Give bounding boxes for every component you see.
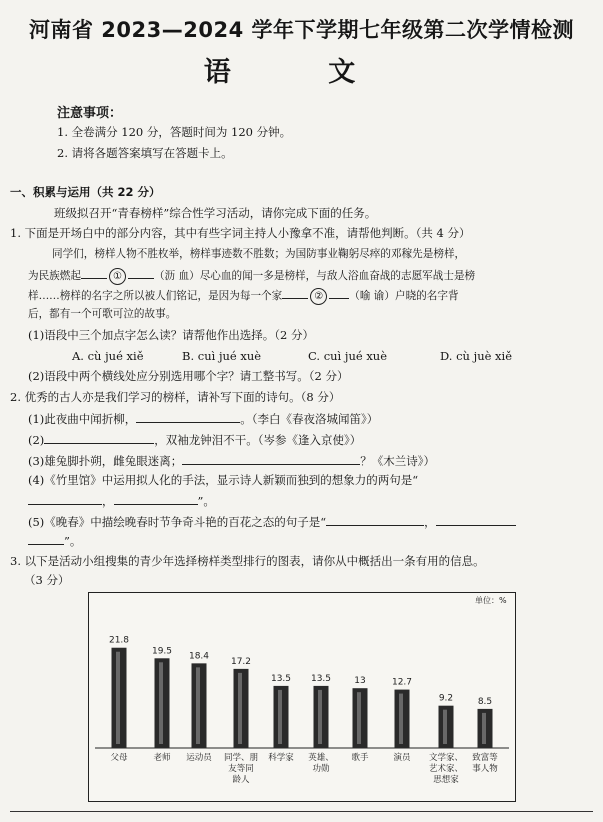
q2-text: ？《木兰诗》） [360, 454, 436, 468]
q2-answer-blank[interactable] [136, 410, 240, 423]
q2-answer-blank[interactable] [114, 492, 198, 505]
q1-passage-text: 为民族燃起 [28, 270, 81, 282]
chart-category-label: 同学、朋 [223, 753, 259, 763]
chart-category-label: 科学家 [268, 753, 294, 763]
q2-line-4: (4)《竹里馆》中运用拟人化的手法，显示诗人新颖而独到的想象力的两句是“ [28, 473, 419, 487]
note-item-1: 1. 全卷满分 120 分，答题时间为 120 分钟。 [57, 125, 292, 139]
chart-category-label: 事人物 [472, 764, 498, 774]
chart-category-label: 文学家、 [428, 753, 464, 763]
q2-text: ， [424, 515, 436, 529]
subject-title: 语 文 [203, 57, 400, 88]
chart-category-label: 友等同 [228, 764, 254, 774]
chart-bar-highlight [238, 673, 242, 744]
q2-text: (3)雄兔脚扑朔，雌兔眼迷离； [28, 454, 183, 468]
q2-answer-blank[interactable] [28, 492, 102, 505]
chart-category-label: 运动员 [186, 753, 212, 763]
ranking-chart [88, 592, 516, 802]
note-item-2: 2. 请将各题答案填写在答题卡上。 [57, 146, 233, 160]
q1-blank-2b[interactable] [329, 286, 349, 299]
q1-passage-text: 样……榜样的名字之所以被人们铭记，是因为每一个家 [28, 290, 283, 302]
q2-text: ”。 [197, 494, 215, 508]
q2-answer-blank[interactable] [28, 532, 64, 545]
chart-bar-highlight [196, 667, 200, 744]
q1-option-d: D. cù juè xiě [440, 349, 513, 363]
chart-category-label: 致富等 [472, 753, 498, 763]
q1-stem: 1. 下面是开场白中的部分内容，其中有些字词主持人小豫拿不准，请帮他判断。（共 4 分） [10, 226, 471, 240]
q1-blank-2[interactable] [282, 286, 308, 299]
chart-category-label: 演员 [393, 753, 411, 763]
chart-value-label: 12.7 [391, 677, 413, 688]
q2-line-2 [28, 431, 361, 448]
q1-sub-2: (2)语段中两个横线处应分别选用哪个字？请工整书写。（2 分） [28, 369, 349, 383]
q2-text: (2) [28, 433, 45, 447]
q2-text: (1)此夜曲中闻折柳， [28, 412, 137, 426]
q2-line-3 [28, 452, 435, 469]
ranking-chart-svg [89, 593, 515, 801]
chart-value-label: 13 [354, 676, 366, 687]
chart-value-label: 13.5 [310, 673, 332, 684]
q2-answer-blank[interactable] [182, 452, 360, 465]
chart-category-label: 老师 [153, 753, 171, 763]
chart-value-label: 18.4 [188, 651, 210, 662]
chart-value-label: 19.5 [151, 646, 173, 657]
chart-bar-highlight [159, 662, 163, 744]
chart-value-label: 17.2 [230, 656, 252, 667]
chart-unit-label: 单位：% [475, 596, 507, 605]
chart-value-label: 9.2 [438, 693, 454, 704]
chart-bar-highlight [278, 690, 282, 744]
chart-category-label: 父母 [110, 753, 128, 763]
chart-bar-highlight [116, 652, 120, 744]
chart-bar-highlight [443, 710, 447, 744]
q2-text: ，双袖龙钟泪不干。（岑参《逢入京使》） [154, 433, 362, 447]
bottom-rule [10, 811, 593, 812]
q2-answer-blank[interactable] [436, 513, 516, 526]
q1-blank-1b[interactable] [128, 266, 154, 279]
q1-passage-text: （喻 谕）户晓的名字背 [349, 290, 459, 302]
q2-line-1 [28, 410, 378, 427]
q2-text: 。（李白《春夜洛城闻笛》） [240, 412, 379, 426]
q2-answer-blank[interactable] [44, 431, 154, 444]
q1-passage-line-4: 后，都有一个可歌可泣的故事。 [28, 308, 177, 320]
q1-passage-line-2 [28, 266, 475, 285]
q1-sub-1: (1)语段中三个加点字怎么读？请帮他作出选择。（2 分） [28, 328, 315, 342]
q1-passage-line-1: 同学们，榜样人物不胜枚举，榜样事迹数不胜数；为国防事业鞠躬尽瘁的邓稼先是榜样， [52, 248, 466, 260]
chart-value-label: 13.5 [270, 673, 292, 684]
chart-category-label: 龄人 [232, 775, 250, 785]
chart-category-label: 歌手 [351, 753, 369, 763]
exam-title: 河南省 2023—2024 学年下学期七年级第二次学情检测 [28, 18, 574, 42]
section-intro: 班级拟召开“青春榜样”综合性学习活动，请你完成下面的任务。 [54, 206, 377, 220]
q1-option-b: B. cuì jué xuè [182, 349, 262, 363]
q2-stem: 2. 优秀的古人亦是我们学习的榜样，请补写下面的诗句。（8 分） [10, 390, 341, 404]
chart-value-label: 21.8 [108, 635, 130, 646]
chart-bar-highlight [399, 694, 403, 744]
q2-answer-blank[interactable] [326, 513, 424, 526]
chart-value-label: 8.5 [477, 696, 493, 707]
q2-text: ， [102, 494, 114, 508]
section-title: 一、积累与运用（共 22 分） [10, 185, 161, 199]
q2-line-4b [28, 492, 215, 509]
q1-marker-1: ① [109, 268, 126, 285]
chart-category-label: 艺术家、 [428, 764, 464, 774]
chart-bar-highlight [357, 692, 361, 744]
chart-category-label: 英雄、 [308, 753, 334, 763]
chart-category-label: 思想家 [433, 775, 459, 785]
q3-stem: 3. 以下是活动小组搜集的青少年选择榜样类型排行的图表，请你从中概括出一条有用的信息。 [10, 554, 485, 568]
chart-bar-highlight [482, 713, 486, 744]
q1-passage-line-3 [28, 286, 459, 305]
q1-option-a: A. cù jué xiě [72, 349, 144, 363]
q1-marker-2: ② [310, 288, 327, 305]
q2-text: ”。 [64, 534, 82, 548]
q1-option-c: C. cuì jué xuè [308, 349, 388, 363]
q2-line-5b [28, 532, 81, 549]
q1-blank-1[interactable] [81, 266, 107, 279]
chart-bar-highlight [318, 690, 322, 744]
q3-score: （3 分） [24, 573, 70, 587]
q2-text: (5)《晚春》中描绘晚春时节争奇斗艳的百花之态的句子是“ [28, 515, 327, 529]
q2-line-5 [28, 513, 516, 530]
q1-passage-text: （沥 血）尽心血的闻一多是榜样，与敌人浴血奋战的志愿军战士是榜 [153, 270, 476, 282]
chart-category-label: 功勋 [312, 764, 330, 774]
notes-title: 注意事项： [57, 106, 123, 121]
